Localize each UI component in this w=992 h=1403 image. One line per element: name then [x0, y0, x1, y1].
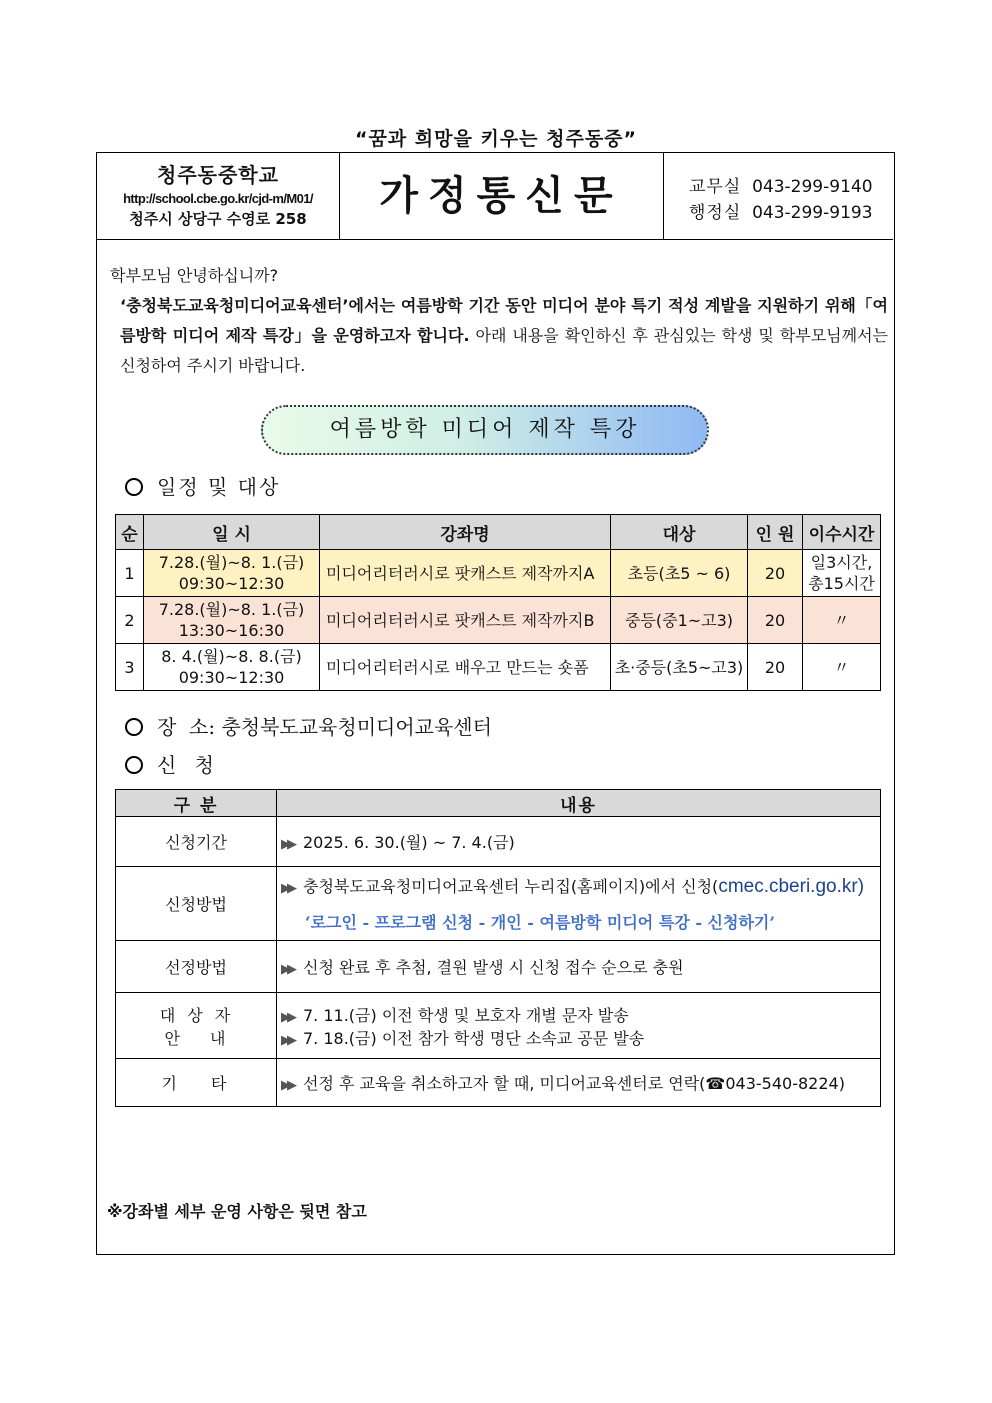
row-value	[277, 867, 881, 941]
row-value	[277, 1059, 881, 1107]
label-line: 대상자	[159, 1005, 243, 1025]
row-label: 선정방법	[116, 941, 277, 993]
row-date	[144, 644, 320, 691]
row-label: 신청기간	[116, 817, 277, 867]
contact-label: 행정실	[689, 203, 742, 223]
table-row	[116, 993, 881, 1059]
row-value	[277, 941, 881, 993]
double-arrow-icon: ▶▶	[281, 962, 293, 977]
col-header: 순	[116, 515, 144, 550]
etc-text: 선정 후 교육을 취소하고자 할 때, 미디어교육센터로 연락(☎043-540-8224)	[303, 1074, 845, 1093]
table-header-row	[116, 515, 881, 550]
double-arrow-icon: ▶▶	[281, 1009, 293, 1025]
section-schedule	[125, 471, 280, 500]
intro-normal: 아래 내용을 확인하신 후 관심있는 학생 및 학부모님께서는 신청하여 주시기 바랍니다.	[120, 326, 888, 375]
section-title: 일정 및 대상	[157, 475, 281, 499]
table-row	[116, 550, 881, 597]
application-steps: ‘로그인 - 프로그램 신청 - 개인 - 여름방학 미디어 특강 - 신청하기’	[305, 913, 775, 932]
date-range: 8. 4.(월)~8. 8.(금)	[161, 647, 302, 666]
table-row	[116, 597, 881, 644]
school-url[interactable]: http://school.cbe.go.kr/cjd-m/M01/	[123, 191, 313, 206]
table-header-row	[116, 790, 881, 817]
method-close: )	[857, 876, 865, 897]
contact-label: 교무실	[689, 177, 742, 197]
row-target: 중등(중1~고3)	[611, 597, 748, 644]
program-banner: 여름방학 미디어 제작 특강	[261, 405, 709, 455]
row-label: 기타	[116, 1059, 277, 1107]
row-course: 미디어리터러시로 팟캐스트 제작까지B	[320, 597, 611, 644]
intro-text	[110, 261, 888, 381]
double-arrow-icon: ▶▶	[281, 837, 293, 852]
method-text: 충청북도교육청미디어교육센터 누리집(홈페이지)에서 신청(	[303, 877, 719, 896]
section-title: 장 소: 충청북도교육청미디어교육센터	[157, 715, 492, 739]
time-range: 09:30~12:30	[178, 668, 285, 687]
newsletter-title: 가정통신문	[339, 153, 664, 239]
col-header: 대상	[611, 515, 748, 550]
col-header: 구 분	[116, 790, 277, 817]
center-url-link[interactable]: cmec.cberi.go.kr	[718, 876, 858, 897]
date-range: 7.28.(월)~8. 1.(금)	[158, 553, 305, 572]
table-row	[116, 1059, 881, 1107]
row-course: 미디어리터러시로 배우고 만드는 숏폼	[320, 644, 611, 691]
circle-bullet-icon	[125, 756, 143, 774]
row-value	[277, 817, 881, 867]
school-address: 청주시 상당구 수영로 258	[129, 210, 307, 228]
time-range: 09:30~12:30	[178, 574, 285, 593]
notice-text: 7. 11.(금) 이전 학생 및 보호자 개별 문자 발송	[303, 1005, 629, 1025]
row-date	[144, 597, 320, 644]
row-date	[144, 550, 320, 597]
col-header: 일 시	[144, 515, 320, 550]
intro-bold: ‘충청북도교육청미디어교육센터’에서는 여름방학 기간 동안 미디어 분야 특기 적성 계발을 지원하기 위해「여름방학 미디어 제작 특강」을 운영하고자 합니다.	[120, 296, 888, 345]
row-hours: 〃	[803, 597, 881, 644]
col-header: 이수시간	[803, 515, 881, 550]
school-name: 청주동중학교	[157, 163, 279, 187]
schedule-table	[115, 514, 881, 691]
col-header: 강좌명	[320, 515, 611, 550]
table-row	[116, 817, 881, 867]
school-motto: “꿈과 희망을 키우는 청주동중”	[354, 128, 638, 150]
row-course: 미디어리터러시로 팟캐스트 제작까지A	[320, 550, 611, 597]
intro-paragraph	[110, 291, 888, 381]
section-apply	[125, 749, 220, 778]
row-number: 2	[116, 597, 144, 644]
table-row	[116, 941, 881, 993]
application-table	[115, 789, 881, 1107]
circle-bullet-icon	[125, 478, 143, 496]
contact-info	[663, 153, 893, 239]
time-range: 13:30~16:30	[178, 621, 285, 640]
row-count: 20	[748, 597, 803, 644]
double-arrow-icon: ▶▶	[281, 881, 293, 896]
circle-bullet-icon	[125, 718, 143, 736]
row-count: 20	[748, 644, 803, 691]
row-label	[116, 993, 277, 1059]
date-range: 7.28.(월)~8. 1.(금)	[158, 600, 305, 619]
newsletter-header	[97, 153, 893, 240]
section-place	[125, 711, 492, 740]
contact-phone: 043-299-9140	[752, 177, 873, 197]
row-number: 3	[116, 644, 144, 691]
col-header: 내용	[277, 790, 881, 817]
notice-text: 7. 18.(금) 이전 참가 학생 명단 소속교 공문 발송	[303, 1028, 645, 1048]
row-hours: 〃	[803, 644, 881, 691]
row-label: 신청방법	[116, 867, 277, 941]
double-arrow-icon: ▶▶	[281, 1032, 293, 1048]
period-text: 2025. 6. 30.(월) ~ 7. 4.(금)	[303, 833, 515, 852]
greeting: 학부모님 안녕하십니까?	[110, 266, 279, 285]
row-count: 20	[748, 550, 803, 597]
select-text: 신청 완료 후 추첨, 결원 발생 시 신청 접수 순으로 충원	[303, 958, 684, 977]
table-row	[116, 644, 881, 691]
newsletter-frame	[96, 152, 895, 1255]
school-info	[97, 153, 340, 239]
contact-phone: 043-299-9193	[752, 203, 873, 223]
col-header: 인 원	[748, 515, 803, 550]
section-title: 신 청	[157, 753, 220, 777]
row-target: 초·중등(초5~고3)	[611, 644, 748, 691]
row-target: 초등(초5 ~ 6)	[611, 550, 748, 597]
row-hours	[803, 550, 881, 597]
row-number: 1	[116, 550, 144, 597]
double-arrow-icon: ▶▶	[281, 1078, 293, 1093]
row-value	[277, 993, 881, 1059]
hours-line: 일3시간,	[810, 553, 873, 572]
hours-line: 총15시간	[808, 574, 875, 593]
table-row	[116, 867, 881, 941]
label-line: 안내	[164, 1028, 256, 1048]
footnote: ※강좌별 세부 운영 사항은 뒷면 참고	[107, 1202, 367, 1221]
